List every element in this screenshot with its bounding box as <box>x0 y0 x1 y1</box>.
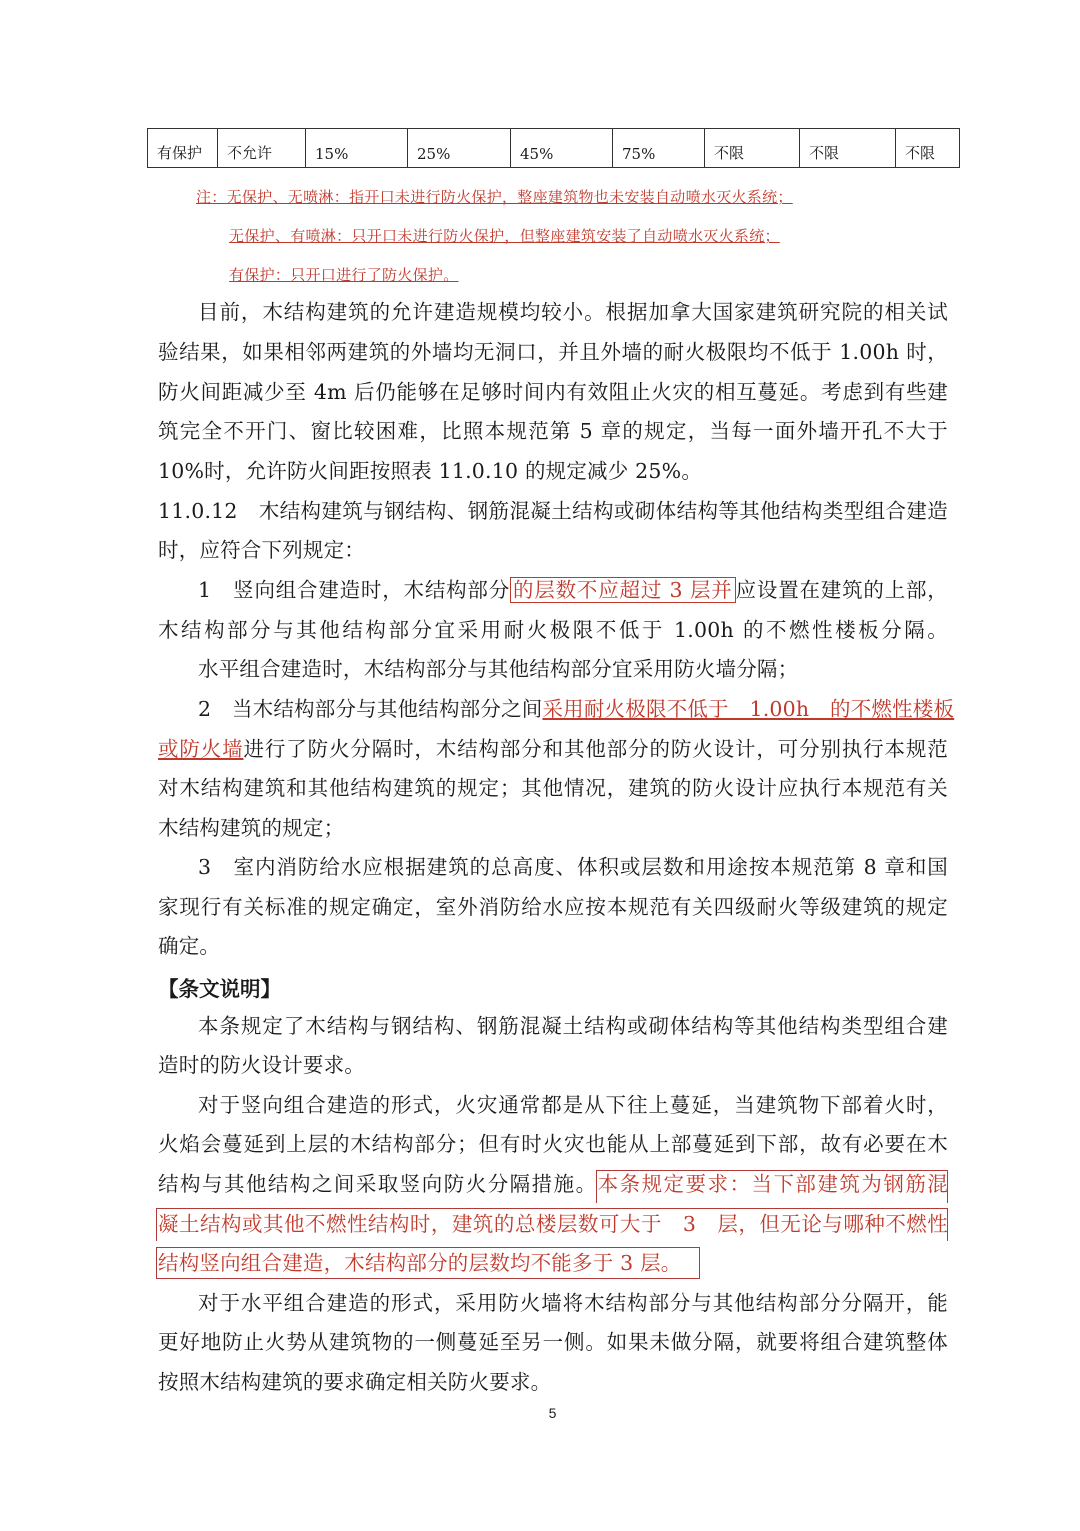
red-underlined-text: 或防火墙 <box>158 737 244 761</box>
paragraph-line: 10%时，允许防火间距按照表 11.0.10 的规定减少 25%。 <box>158 459 703 483</box>
red-highlight-text: 本条规定要求：当下部建筑为钢筋混 <box>597 1172 949 1196</box>
table-cell: 不限 <box>896 129 960 168</box>
item-3-line-2: 家现行有关标准的规定确定，室外消防给水应按本规范有关四级耐火等级建筑的规定 <box>158 895 948 919</box>
red-underlined-text: 采用耐火极限不低于 1.00h 的不燃性楼板 <box>542 697 955 721</box>
explanation-line: 本条规定了木结构与钢结构、钢筋混凝土结构或砌体结构等其他结构类型组合建 <box>198 1014 948 1038</box>
item-1-line-2: 木结构部分与其他结构部分宜采用耐火极限不低于 1.00h 的不燃性楼板分隔。 <box>158 618 948 642</box>
page-number: 5 <box>548 1405 557 1421</box>
highlight-box-top <box>596 1170 948 1203</box>
item-2-line-2 <box>158 735 948 763</box>
item-1-text: 1 竖向组合建造时，木结构部分 <box>198 578 511 602</box>
table-cell: 不限 <box>800 129 896 168</box>
item-3-line-1: 3 室内消防给水应根据建筑的总高度、体积或层数和用途按本规范第 8 章和国 <box>198 855 948 879</box>
table-row-protected <box>147 128 960 168</box>
explanation-line: 对于竖向组合建造的形式，火灾通常都是从下往上蔓延，当建筑物下部着火时， <box>198 1093 948 1117</box>
item-2-text: 进行了防火分隔时，木结构部分和其他部分的防火设计，可分别执行本规范 <box>243 737 948 761</box>
clause-line: 时，应符合下列规定： <box>158 538 365 562</box>
explanation-line: 火焰会蔓延到上层的木结构部分；但有时火灾也能从上部蔓延到下部，故有必要在木 <box>158 1132 948 1156</box>
item-2-line-1 <box>198 695 955 723</box>
table-cell: 不允许 <box>218 129 306 168</box>
table-cell: 15% <box>306 129 408 168</box>
highlight-box: 的层数不应超过 3 层并 <box>510 577 736 603</box>
paragraph-line: 防火间距减少至 4m 后仍能够在足够时间内有效阻止火灾的相互蔓延。考虑到有些建 <box>158 380 948 404</box>
section-heading: 【条文说明】 <box>158 977 281 1001</box>
table-cell: 45% <box>511 129 613 168</box>
item-3-line-3: 确定。 <box>158 934 221 958</box>
explanation-line: 造时的防火设计要求。 <box>158 1053 365 1077</box>
table-note-3: 有保护：只开口进行了防火保护。 <box>229 266 459 284</box>
explanation-line: 按照木结构建筑的要求确定相关防火要求。 <box>158 1370 552 1394</box>
item-2-text: 2 当木结构部分与其他结构部分之间 <box>198 697 543 721</box>
red-highlight-line: 结构竖向组合建造，木结构部分的层数均不能多于 3 层。 <box>158 1251 682 1275</box>
item-2-line-4: 木结构建筑的规定； <box>158 816 345 840</box>
clause-title: 11.0.12 木结构建筑与钢结构、钢筋混凝土结构或砌体结构等其他结构类型组合建造 <box>158 499 948 523</box>
table-cell: 不限 <box>705 129 800 168</box>
highlight-box-bottom <box>156 1247 700 1279</box>
item-1-line-1 <box>198 576 948 604</box>
explanation-line: 更好地防止火势从建筑物的一侧蔓延至另一侧。如果未做分隔，就要将组合建筑整体 <box>158 1330 948 1354</box>
item-1-line-3: 水平组合建造时，木结构部分与其他结构部分宜采用防火墙分隔； <box>198 657 799 681</box>
paragraph-line: 验结果，如果相邻两建筑的外墙均无洞口，并且外墙的耐火极限均不低于 1.00h 时， <box>158 340 948 364</box>
table-cell: 25% <box>408 129 511 168</box>
table-note-1: 注：无保护、无喷淋：指开口未进行防火保护，整座建筑物也未安装自动喷水灭火系统； <box>196 188 793 206</box>
red-highlight-line: 凝土结构或其他不燃性结构时，建筑的总楼层数可大于 3 层，但无论与哪种不燃性 <box>158 1212 948 1236</box>
table-note-2: 无保护、有喷淋：只开口未进行防火保护，但整座建筑安装了自动喷水灭火系统； <box>229 227 780 245</box>
explanation-line: 对于水平组合建造的形式，采用防火墙将木结构部分与其他结构部分分隔开，能 <box>198 1291 948 1315</box>
table-cell: 有保护 <box>148 129 218 168</box>
paragraph-line: 目前，木结构建筑的允许建造规模均较小。根据加拿大国家建筑研究院的相关试 <box>198 300 948 324</box>
item-1-text: 应设置在建筑的上部， <box>735 578 949 602</box>
paragraph-line: 筑完全不开门、窗比较困难，比照本规范第 5 章的规定，当每一面外墙开孔不大于 <box>158 419 948 443</box>
item-2-line-3: 对木结构建筑和其他结构建筑的规定；其他情况，建筑的防火设计应执行本规范有关 <box>158 776 948 800</box>
highlight-box-middle <box>156 1208 948 1241</box>
table-cell: 75% <box>613 129 705 168</box>
explanation-text: 结构与其他结构之间采取竖向防火分隔措施。 <box>158 1172 598 1196</box>
